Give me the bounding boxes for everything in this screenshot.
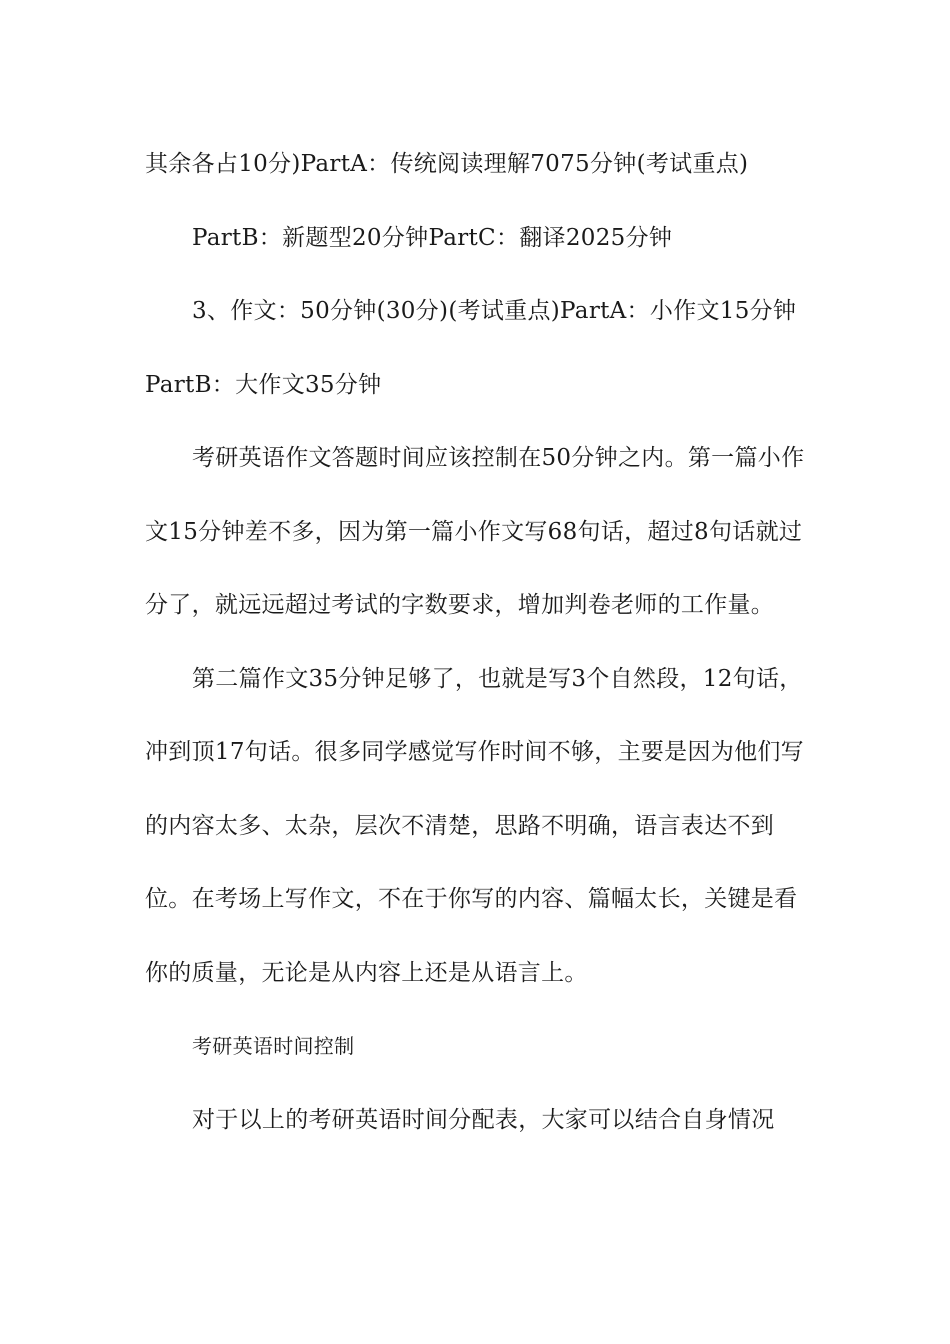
paragraph-5: 第二篇作文35分钟足够了，也就是写3个自然段，12句话，冲到顶17句话。很多同学感觉写作时间不够，主要是因为他们写的内容太多、太杂，层次不清楚，思路不明确，语言表达不到位。在考场上写作文，不在于你写的内容、篇幅太长，关键是看你的质量，无论是从内容上还是从语言上。: [145, 665, 804, 986]
paragraph-3: 3、作文：50分钟(30分)(考试重点)PartA：小作文15分钟PartB：大作文35分钟: [145, 298, 797, 398]
paragraph-4: 考研英语作文答题时间应该控制在50分钟之内。第一篇小作文15分钟差不多，因为第一篇小作文写68句话，超过8句话就过分了，就远远超过考试的字数要求，增加判卷老师的工作量。: [145, 445, 805, 618]
paragraph-1: 其余各占10分)PartA：传统阅读理解7075分钟(考试重点): [145, 151, 749, 177]
paragraph-2: PartB：新题型20分钟PartC：翻译2025分钟: [192, 224, 673, 251]
section-heading: 考研英语时间控制: [192, 1034, 355, 1058]
document-body: [145, 128, 809, 1157]
paragraph-7: 对于以上的考研英语时间分配表，大家可以结合自身情况: [192, 1106, 775, 1133]
